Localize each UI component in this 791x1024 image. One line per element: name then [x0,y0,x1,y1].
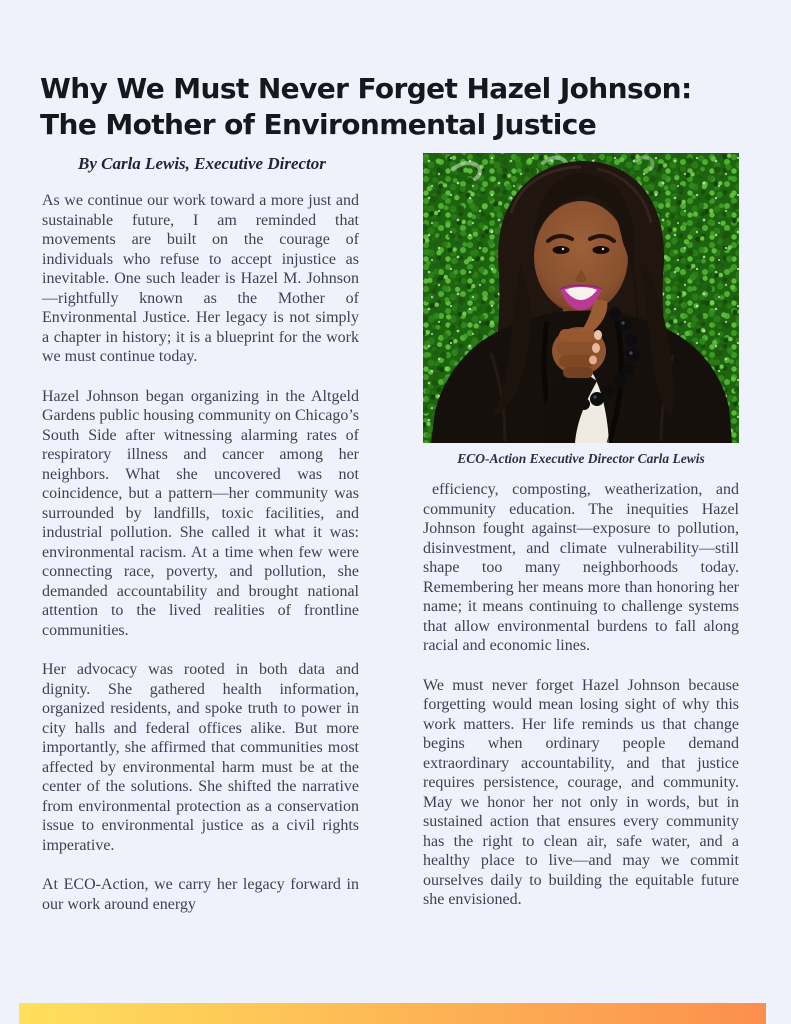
article-title-line2: The Mother of Environmental Justice [40,108,597,141]
portrait-illustration [423,153,739,443]
article-columns [42,153,739,934]
article-title [40,71,761,143]
right-column [423,153,739,934]
footer-gradient-bar [19,1003,766,1024]
portrait-figure [423,153,739,467]
left-column [42,153,359,934]
byline: By Carla Lewis, Executive Director [78,154,326,173]
article-title-line1: Why We Must Never Forget Hazel Johnson: [40,72,692,105]
photo-caption: ECO-Action Executive Director Carla Lewis [457,451,705,466]
portrait-photo [423,153,739,443]
right-paragraph-2: We must never forget Hazel Johnson because forgetting would mean losing sight of why this work matters. Her life reminds us that change begins when ordinary people demand extraordinary accountability, and that justice requires persistence, courage, and community. May we honor her not only in words, but in sustained action that ensures every community has the right to clean air, safe water, and a healthy place to live—and may we commit ourselves daily to building the equitable future she envisioned. [423,676,739,908]
left-paragraph-3: Her advocacy was rooted in both data and dignity. She gathered health information, organized residents, and spoke truth to power in city halls and federal offices alike. But more importantly, she affirmed that communities most affected by environmental harm must be at the center of the solutions. She shifted the narrative from environmental protection as a conservation issue to environmental justice as a civil rights imperative. [42,661,359,854]
left-paragraph-4: At ECO-Action, we carry her legacy forward in our work around energy [42,876,359,913]
right-paragraph-1: efficiency, composting, weatherization, and community education. The inequities Hazel Johnson fought against—exposure to pollution, disinvestment, and climate vulnerability—still shape too many neighborhoods today. Remembering her means more than honoring her name; it means continuing to challenge systems that allow environmental burdens to fall along racial and economic lines. [423,481,739,654]
left-paragraph-1: As we continue our work toward a more just and sustainable future, I am reminded that movements are built on the courage of individuals who refuse to accept injustice as inevitable. One such leader is Hazel M. Johnson—rightfully known as the Mother of Environmental Justice. Her legacy is not simply a chapter in history; it is a blueprint for the work we must continue today. [42,192,359,365]
left-paragraph-2: Hazel Johnson began organizing in the Altgeld Gardens public housing community on Chicago’s South Side after witnessing alarming rates of respiratory illness and cancer among her neighbors. What she uncovered was not coincidence, but a pattern—her community was surrounded by landfills, toxic facilities, and industrial pollution. She called it what it was: environmental racism. At a time when few were connecting race, poverty, and pollution, she demanded accountability and brought national attention to the lived realities of frontline communities. [42,387,359,639]
